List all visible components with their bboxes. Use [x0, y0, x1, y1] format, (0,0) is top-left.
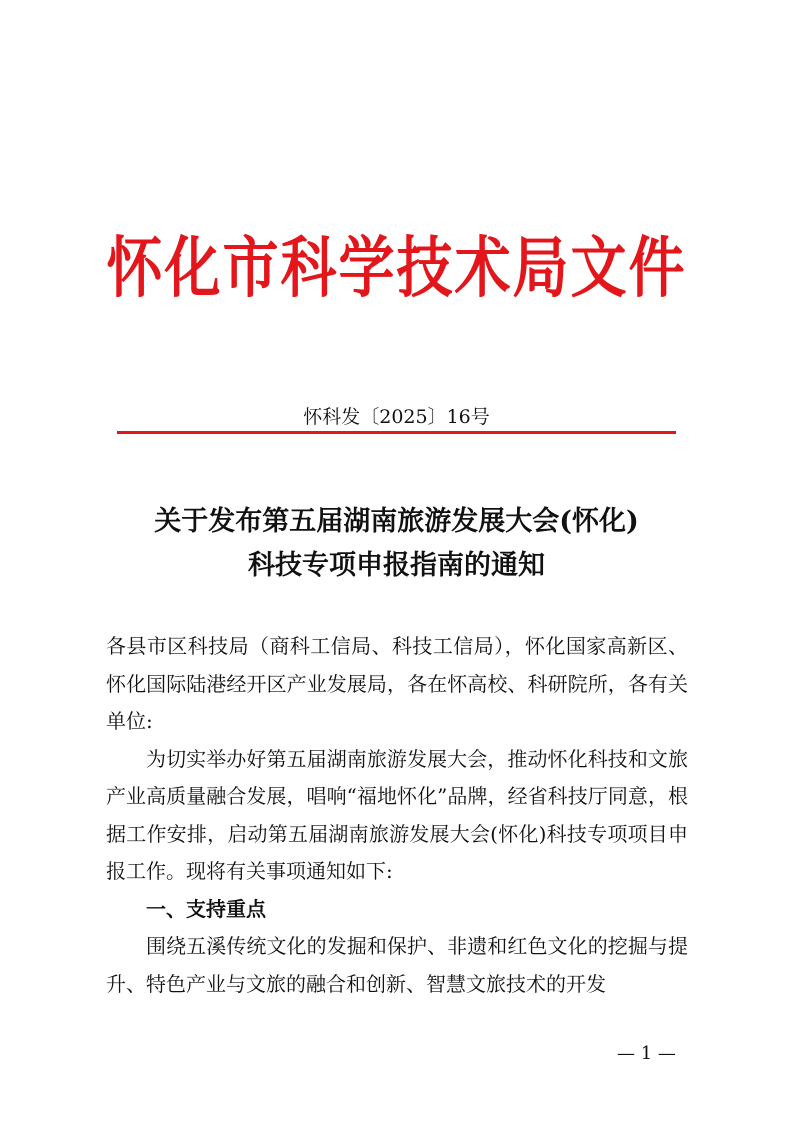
document-number: 怀科发〔2025〕16号	[303, 406, 490, 428]
page-number: — 1 —	[617, 1043, 676, 1064]
red-divider-line	[117, 431, 676, 434]
intro-paragraph: 为切实举办好第五届湖南旅游发展大会，推动怀化科技和文旅产业高质量融合发展，唱响“福地怀化”品牌，经省科技厅同意，根据工作安排，启动第五届湖南旅游发展大会(怀化)科技专项项目申报工作。现将有关事项通知如下:	[106, 746, 688, 883]
support-focus-paragraph: 围绕五溪传统文化的发掘和保护、非遗和红色文化的挖掘与提升、特色产业与文旅的融合和创新、智慧文旅技术的开发	[106, 934, 688, 996]
issuing-authority-title: 怀化市科学技术局文件	[106, 230, 687, 307]
addressee-paragraph: 各县市区科技局（商科工信局、科技工信局），怀化国家高新区、怀化国际陆港经开区产业发展局，各在怀高校、科研院所，各有关单位:	[106, 634, 688, 733]
notice-title	[0, 500, 793, 588]
section-heading-1: 一、支持重点	[146, 896, 266, 921]
notice-title-line-1: 关于发布第五届湖南旅游发展大会(怀化)	[154, 506, 639, 537]
document-body	[106, 628, 688, 1003]
notice-title-line-2: 科技专项申报指南的通知	[248, 550, 545, 581]
